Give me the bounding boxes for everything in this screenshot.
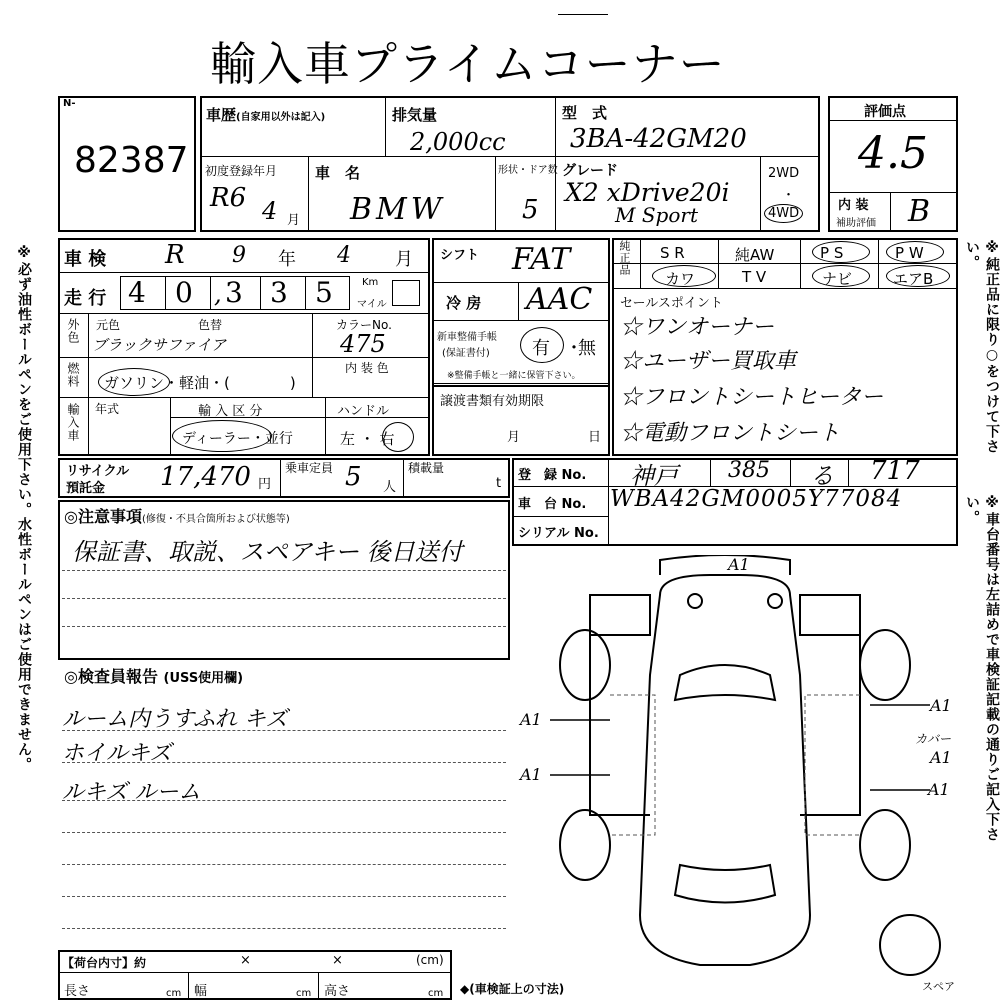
first-reg-month-unit: 月	[287, 213, 301, 228]
transfer-month: 月	[507, 430, 521, 445]
equipment-sr[interactable]: S R	[660, 244, 685, 262]
inspector-line-2: ホイルキズ	[62, 741, 172, 766]
shift-value: FAT	[512, 242, 571, 277]
transfer-label: 譲渡書類有効期限	[440, 394, 545, 409]
inspector-line-3: ルキズ ルーム	[62, 780, 201, 805]
first-reg-month: 4	[262, 197, 278, 225]
mileage-digit-4: 3	[270, 276, 288, 309]
import-category-value: ディーラー・並行	[182, 431, 293, 447]
diagram-right-cover: カバー	[915, 732, 952, 746]
exterior-change-label: 色替	[198, 318, 223, 332]
fuel-gasoline-circle[interactable]	[98, 368, 170, 396]
cargo-length-cm: cm	[166, 988, 182, 999]
cargo-length: 長さ	[64, 984, 91, 999]
right-margin-note-2: ※車台番号は左詰めで車検証記載の通りご記入下さい。	[964, 495, 1000, 842]
grade-label: グレード	[562, 163, 618, 179]
cargo-unit: (cm)	[416, 953, 444, 967]
capacity-label: 乗車定員	[285, 461, 334, 475]
drive-4wd[interactable]: 4WD	[764, 204, 803, 223]
displacement-label: 排気量	[392, 106, 438, 124]
service-record-no: 無	[578, 338, 596, 359]
mileage-unit-mile: マイル	[357, 299, 387, 310]
grade-value: X2 xDrive20i	[565, 178, 730, 207]
spare-label: スペア	[922, 980, 955, 993]
service-record-note: ※整備手帳と一緒に保管下さい。	[447, 371, 581, 381]
car-damage-diagram	[510, 555, 960, 995]
scribble-mark	[558, 14, 608, 15]
registration-label: 登 録 No.	[518, 468, 587, 483]
lot-label: N-	[63, 98, 76, 109]
score-value: 4.5	[858, 128, 928, 179]
registration-area: 神戸	[630, 462, 678, 490]
import-dealer-circle[interactable]	[172, 420, 272, 452]
interior-color-label: 内 装 色	[345, 361, 389, 375]
fuel-label: 燃料	[66, 362, 80, 388]
diagram-top-a1: A1	[728, 555, 750, 574]
mileage-digit-5: 5	[315, 276, 333, 309]
lot-number: 82387	[74, 140, 189, 181]
fuel-options: ガソリン・軽油・( )	[104, 374, 296, 392]
chassis-value: WBA42GM0005Y77084	[610, 486, 903, 512]
import-year-label: 年式	[95, 402, 120, 416]
notes-line-1: 保証書、取説、スペアキー 後日送付	[72, 538, 463, 566]
cargo-height: 高さ	[324, 984, 351, 999]
sales-point-1: ☆ワンオーナー	[620, 315, 775, 340]
registration-class: 385	[728, 458, 770, 483]
circle-leather	[652, 265, 716, 287]
chassis-label: 車 台 No.	[518, 497, 587, 512]
inspector-line-1: ルーム内うすふれ キズ	[62, 707, 288, 732]
diagram-left-a1-2: A1	[520, 765, 542, 784]
circle-ps	[812, 241, 870, 263]
mileage-label: 走 行	[64, 288, 107, 309]
score-label: 評価点	[864, 104, 906, 120]
mileage-unit-km: Km	[362, 277, 379, 288]
left-margin-note: ※必ず油性ボールペンをご使用下さい。水性ボールペンはご使用できません。	[16, 245, 32, 772]
inspection-label: 車 検	[64, 249, 107, 270]
sales-points-label: セールスポイント	[620, 296, 723, 311]
service-record-yes-circle[interactable]	[520, 327, 564, 363]
recycle-value: 17,470	[160, 462, 251, 492]
cargo-width-cm: cm	[296, 988, 312, 999]
circle-pw	[886, 241, 944, 263]
grade-value-2: M Sport	[615, 203, 698, 227]
inspection-month: 4	[337, 243, 351, 268]
first-reg-value: R6	[210, 183, 247, 213]
drive-dot: ・	[782, 188, 796, 203]
cargo-width: 幅	[194, 984, 208, 999]
transfer-day: 日	[588, 430, 602, 445]
handle-right-circle[interactable]	[382, 422, 414, 452]
mileage-digit-3: 3	[225, 276, 243, 309]
interior-value: B	[908, 194, 931, 229]
inspector-label: ◎検査員報告 (USS使用欄)	[64, 667, 244, 686]
sales-point-3: ☆フロントシートヒーター	[620, 385, 884, 410]
service-record-sep: ・	[565, 338, 583, 359]
ac-label: 冷 房	[446, 294, 482, 312]
color-no-value: 475	[340, 330, 386, 358]
diagram-right-a1-2: A1	[930, 748, 952, 767]
car-name-label: 車 名	[315, 164, 361, 182]
mileage-comma: ,	[214, 280, 222, 308]
recycle-label-2: 預託金	[66, 481, 106, 496]
history-label: 車歴(自家用以外は記入)	[206, 106, 326, 124]
inspection-month-unit: 月	[395, 249, 413, 270]
exterior-label: 外色	[66, 318, 80, 344]
mileage-digit-1: 4	[128, 276, 146, 309]
equipment-pw[interactable]: P W	[895, 244, 924, 262]
service-record-yes[interactable]: 有	[532, 338, 550, 359]
diagram-left-a1-1: A1	[520, 710, 542, 729]
page-title: 輸入車プライムコーナー	[210, 37, 726, 91]
capacity-value: 5	[345, 462, 362, 492]
cargo-note: ◆(車検証上の寸法)	[460, 982, 565, 996]
interior-label-2: 補助評価	[836, 218, 876, 229]
recycle-unit: 円	[258, 477, 272, 492]
color-no-label: カラーNo.	[336, 318, 392, 332]
registration-number: 717	[870, 456, 920, 486]
equipment-aw[interactable]: 純AW	[735, 246, 775, 264]
mileage-digit-2: 0	[175, 276, 193, 309]
circle-airbag	[886, 265, 950, 287]
circle-navi	[812, 265, 870, 287]
interior-label-1: 内 装	[838, 198, 869, 213]
drive-2wd: 2WD	[768, 166, 800, 181]
displacement-value: 2,000cc	[410, 128, 506, 156]
cargo-x1: ×	[240, 953, 251, 968]
load-label: 積載量	[408, 461, 445, 475]
handle-label: ハンドル	[337, 404, 390, 419]
import-category-label: 輸 入 区 分	[198, 404, 263, 419]
equipment-ps[interactable]: P S	[820, 244, 844, 262]
inspection-year: 9	[232, 243, 246, 268]
handle-value: 左 ・ 右	[340, 430, 395, 448]
registration-kana: る	[810, 462, 834, 490]
notes-label: ◎注意事項(修復・不具合箇所および状態等)	[64, 507, 290, 526]
diagram-right-a1-1: A1	[930, 696, 952, 715]
equipment-airbag[interactable]: エアB	[893, 270, 934, 288]
inspection-year-unit: 年	[278, 249, 296, 270]
equipment-label: 純正品	[618, 240, 631, 276]
recycle-label-1: リサイクル	[66, 464, 130, 479]
right-margin-note-1: ※純正品に限り○をつけて下さい。	[964, 240, 1000, 454]
load-unit: t	[496, 476, 502, 491]
equipment-tv[interactable]: T V	[742, 268, 767, 286]
shift-label: シフト	[440, 248, 480, 263]
equipment-leather[interactable]: カワ	[665, 270, 696, 288]
equipment-navi[interactable]: ナビ	[822, 270, 853, 288]
exterior-orig-label: 元色	[96, 318, 121, 332]
cargo-height-cm: cm	[428, 988, 444, 999]
car-name-value: BMW	[350, 192, 446, 227]
ac-value: AAC	[526, 282, 593, 317]
capacity-unit: 人	[383, 480, 397, 495]
first-reg-label: 初度登録年月	[205, 164, 278, 178]
cargo-label: 【荷台内寸】約	[62, 956, 147, 970]
diagram-right-a1-3: A1	[928, 780, 950, 799]
doors-value: 5	[522, 195, 539, 225]
inspection-era: R	[165, 240, 185, 270]
import-label: 輸入車	[66, 403, 80, 442]
sales-point-4: ☆電動フロントシート	[620, 421, 841, 446]
serial-label: シリアル No.	[518, 526, 599, 541]
model-type-value: 3BA-42GM20	[570, 124, 747, 154]
service-record-label-2: (保証書付)	[442, 348, 490, 359]
doors-label: 形状・ドア数	[498, 165, 558, 176]
model-type-label: 型 式	[562, 104, 608, 122]
sales-point-2: ☆ユーザー買取車	[620, 349, 797, 374]
cargo-x2: ×	[332, 953, 343, 968]
exterior-orig-value: ブラックサファイア	[92, 336, 226, 354]
service-record-label-1: 新車整備手帳	[437, 332, 497, 343]
